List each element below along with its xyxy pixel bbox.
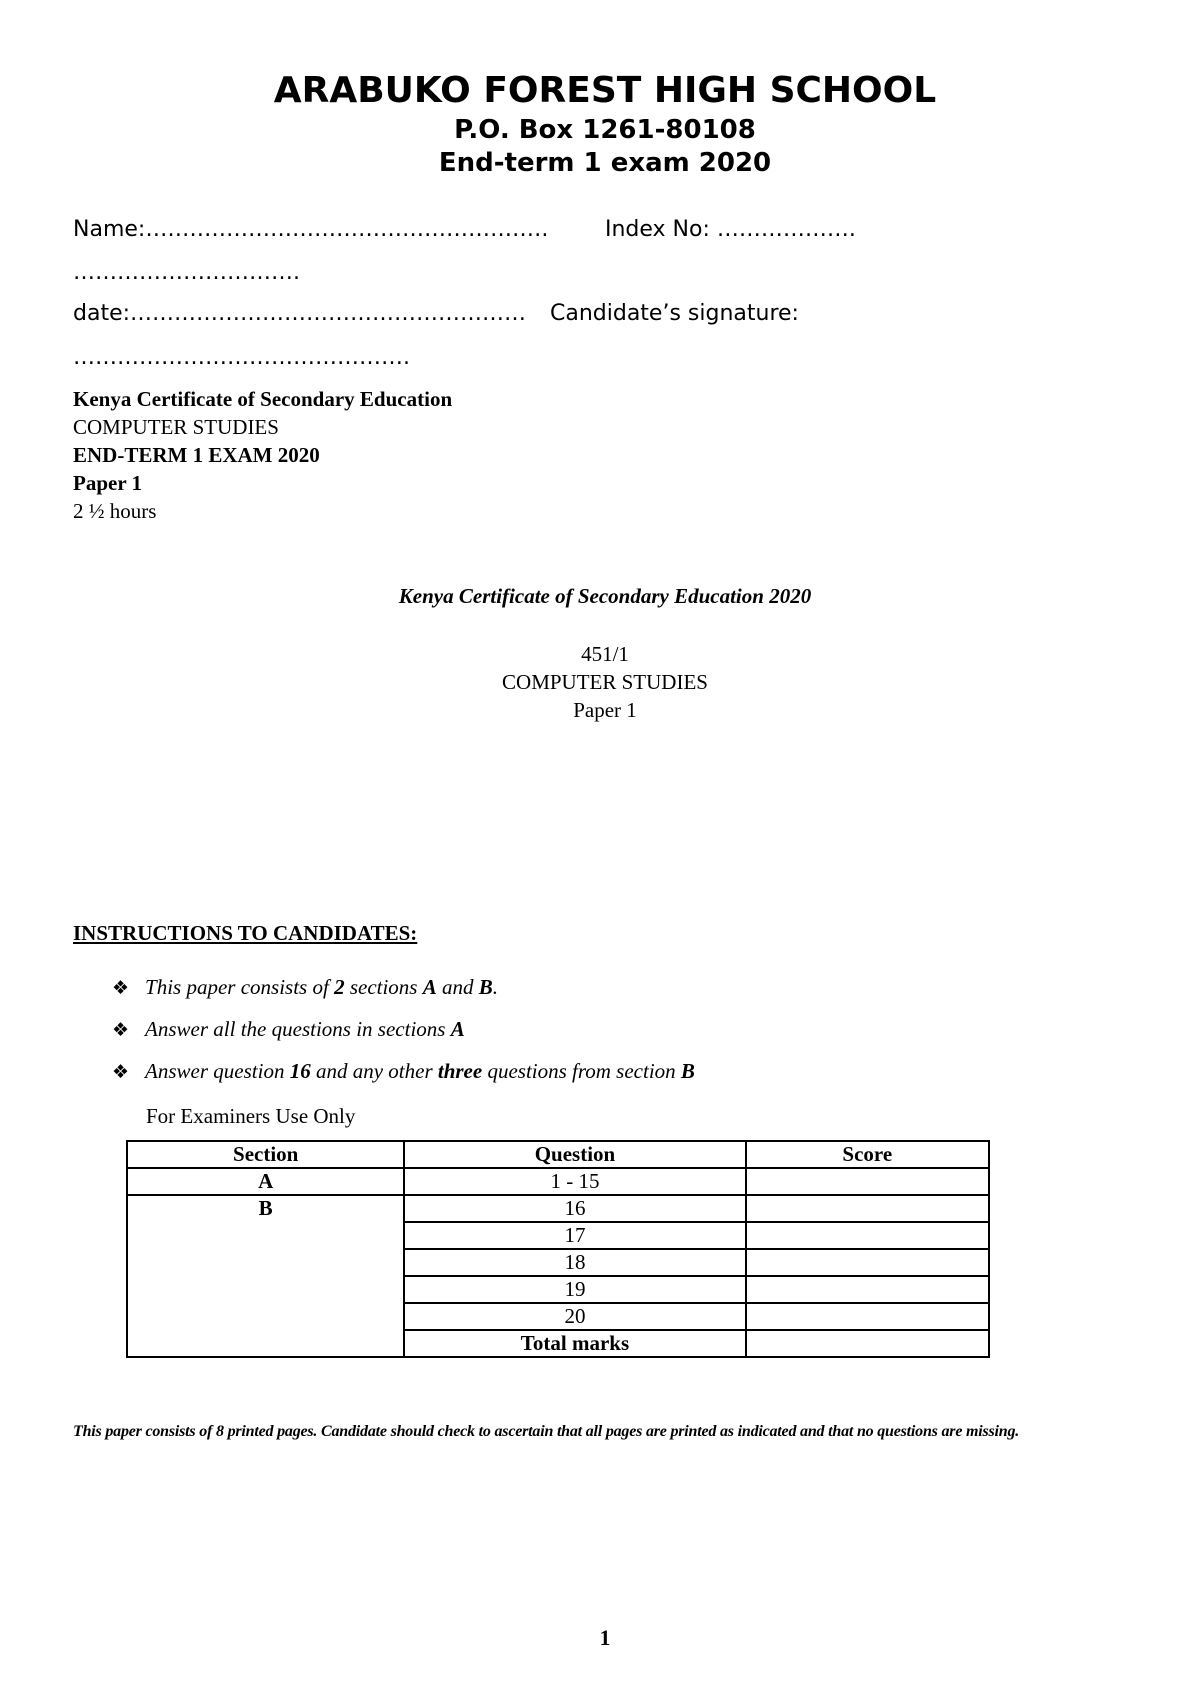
subject-duration: 2 ½ hours — [73, 499, 157, 523]
po-box: P.O. Box 1261-80108 — [454, 115, 756, 145]
page-number: 1 — [599, 1625, 611, 1650]
subject-paper: Paper 1 — [73, 471, 143, 495]
school-name: ARABUKO FOREST HIGH SCHOOL — [273, 70, 937, 111]
table-header-row — [127, 1141, 989, 1168]
question-cell: 20 — [404, 1303, 745, 1330]
paper-info — [0, 640, 1200, 724]
header-question: Question — [404, 1141, 745, 1168]
paper-code: 451/1 — [581, 642, 629, 666]
score-cell[interactable] — [746, 1168, 989, 1195]
section-cell: B — [127, 1195, 404, 1357]
date-field[interactable]: date:……………………………………………… — [73, 301, 527, 326]
name-field[interactable]: Name:………………………………………………. — [73, 217, 549, 242]
signature-field[interactable]: Candidate’s signature: — [550, 301, 799, 326]
examiners-use-label: For Examiners Use Only — [146, 1104, 356, 1128]
footer-note: This paper consists of 8 printed pages. Candidate should check to ascertain that all pages are printed as indicated and that no questions are missing. — [73, 1423, 1020, 1440]
diamond-bullet-icon: ❖ — [112, 1019, 130, 1041]
kcse-heading: Kenya Certificate of Secondary Education 2020 — [398, 584, 812, 608]
subject-name: COMPUTER STUDIES — [73, 415, 279, 439]
instruction-item: ❖ This paper consists of 2 sections A and B. — [112, 975, 499, 999]
score-cell[interactable] — [746, 1195, 989, 1222]
instructions-title: INSTRUCTIONS TO CANDIDATES: — [73, 921, 418, 945]
score-cell[interactable] — [746, 1249, 989, 1276]
subject-kcse: Kenya Certificate of Secondary Education — [73, 387, 453, 411]
table-row — [127, 1168, 989, 1195]
subject-exam: END-TERM 1 EXAM 2020 — [73, 443, 320, 467]
total-score-cell[interactable] — [746, 1330, 989, 1357]
header-section: Section — [127, 1141, 404, 1168]
paper-subject: COMPUTER STUDIES — [502, 670, 708, 694]
index-no-continuation: …………………………. — [73, 260, 300, 285]
question-cell: 19 — [404, 1276, 745, 1303]
score-cell[interactable] — [746, 1276, 989, 1303]
signature-continuation: ………………………………………. — [73, 345, 410, 370]
instruction-item: ❖ Answer all the questions in sections A — [112, 1017, 465, 1041]
score-cell[interactable] — [746, 1222, 989, 1249]
header-score: Score — [746, 1141, 989, 1168]
total-marks-cell: Total marks — [404, 1330, 745, 1357]
question-cell: 1 - 15 — [404, 1168, 745, 1195]
exam-title: End-term 1 exam 2020 — [438, 148, 772, 178]
table-row — [127, 1195, 989, 1222]
diamond-bullet-icon: ❖ — [112, 1061, 130, 1083]
question-cell: 16 — [404, 1195, 745, 1222]
instruction-item: ❖ Answer question 16 and any other three questions from section B — [112, 1059, 695, 1083]
diamond-bullet-icon: ❖ — [112, 977, 130, 999]
question-cell: 17 — [404, 1222, 745, 1249]
question-cell: 18 — [404, 1249, 745, 1276]
paper-number: Paper 1 — [573, 698, 637, 722]
score-cell[interactable] — [746, 1303, 989, 1330]
section-cell: A — [127, 1168, 404, 1195]
index-no-field[interactable]: Index No: ………………. — [605, 217, 856, 242]
marks-table — [126, 1140, 990, 1358]
